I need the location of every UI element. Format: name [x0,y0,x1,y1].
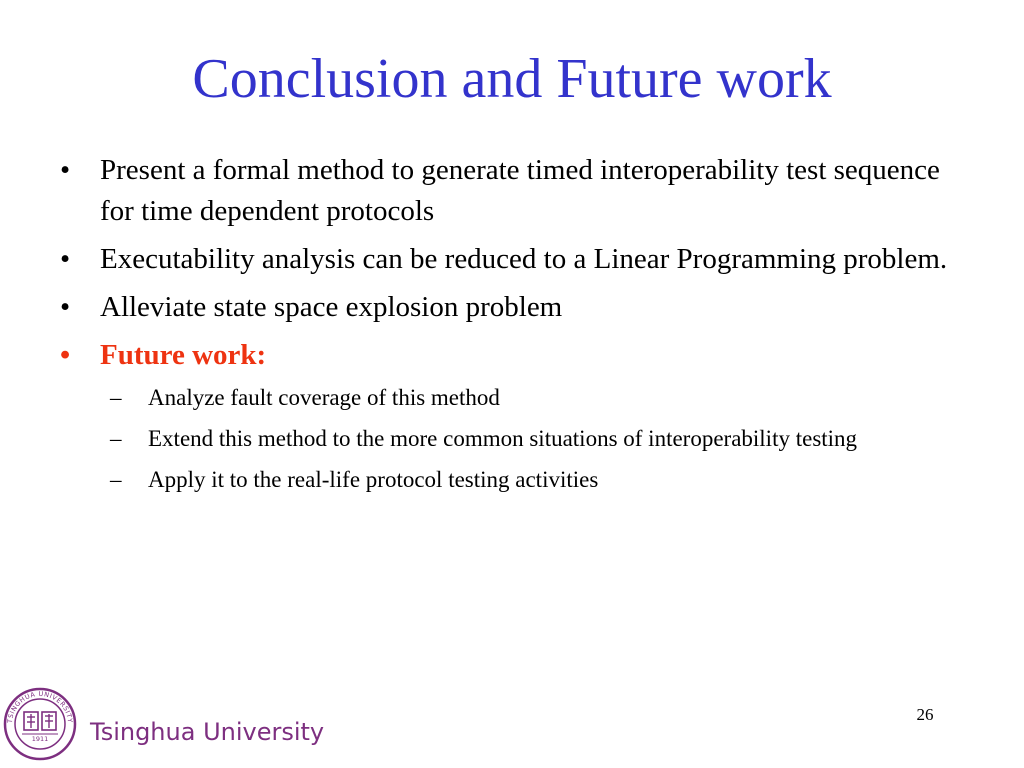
sub-bullet-item [110,463,980,496]
university-seal-icon [2,686,78,762]
sub-bullet-marker: – [110,426,122,451]
sub-bullet-marker: – [110,385,122,410]
page-number: 26 [916,705,934,724]
bullet-text: Alleviate state space explosion problem [100,291,563,323]
bullet-marker: • [60,154,71,186]
bullet-text: Present a formal method to generate timed interoperability test sequence for time dependent protocols [100,154,940,227]
sub-bullet-text: Extend this method to the more common situations of interoperability testing [148,426,858,451]
sub-bullet-item [110,422,980,455]
sub-bullet-text: Apply it to the real-life protocol testing activities [148,467,599,492]
bullet-list [60,150,980,504]
bullet-item [60,287,980,328]
sub-bullet-marker: – [110,467,122,492]
university-name: Tsinghua University [90,718,325,746]
slide-title: Conclusion and Future work [192,48,832,110]
bullet-marker: • [60,339,71,371]
svg-text:1911: 1911 [31,735,49,743]
bullet-item [60,239,980,280]
future-work-heading [60,335,980,376]
bullet-text: Future work: [100,339,267,371]
bullet-marker: • [60,291,71,323]
sub-bullet-text: Analyze fault coverage of this method [148,385,500,410]
bullet-text: Executability analysis can be reduced to a Linear Programming problem. [100,243,948,275]
sub-bullet-item [110,381,980,414]
bullet-item [60,150,980,232]
bullet-marker: • [60,243,71,275]
future-work-list [110,381,980,496]
svg-text:TSINGHUA UNIVERSITY: TSINGHUA UNIVERSITY [5,689,75,724]
